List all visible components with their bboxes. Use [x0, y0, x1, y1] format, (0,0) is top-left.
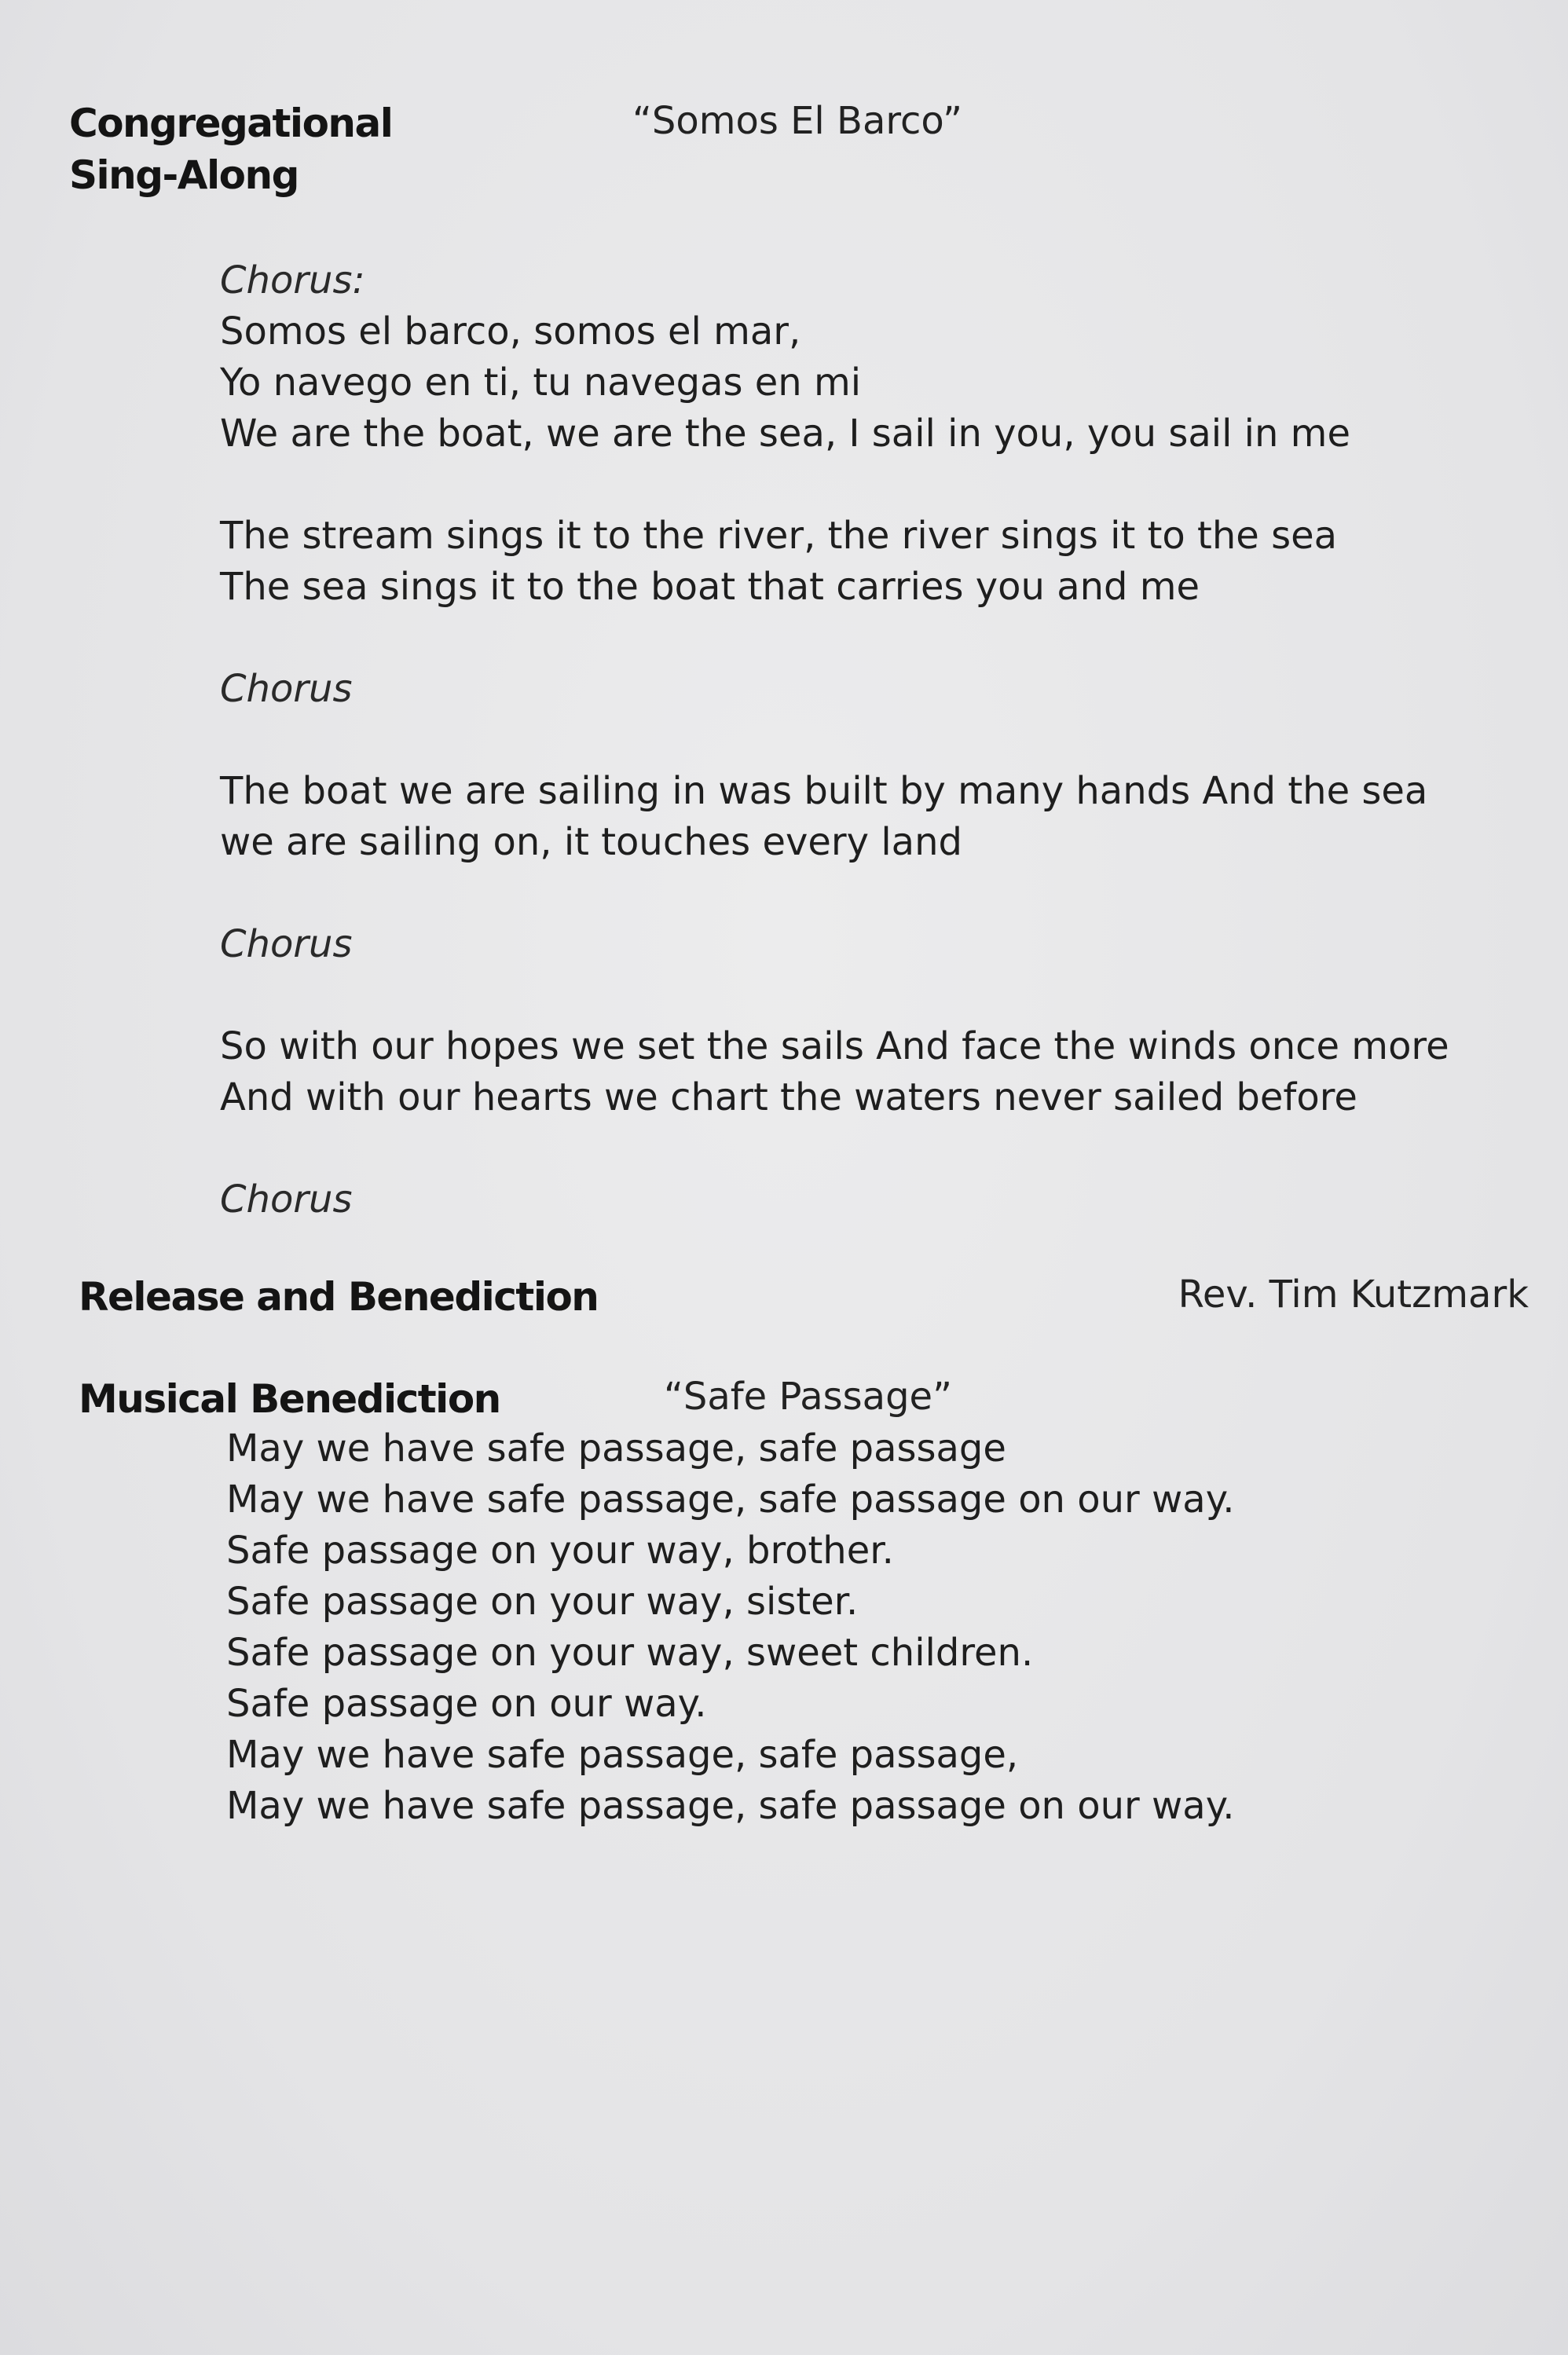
verse-line: The sea sings it to the boat that carries you and me — [220, 565, 1200, 609]
musical-benediction-song-title: “Safe Passage” — [664, 1375, 952, 1419]
verse-line: we are sailing on, it touches every land — [220, 820, 962, 864]
spacer — [220, 970, 1449, 1021]
spacer — [220, 613, 1449, 664]
musical-benediction-heading: Musical Benediction — [79, 1376, 500, 1422]
sing-along-lyrics — [220, 255, 1449, 1225]
spacer — [220, 1123, 1449, 1174]
safe-passage-lyrics — [226, 1423, 1235, 1832]
spacer — [220, 868, 1449, 919]
spacer — [220, 715, 1449, 766]
lyric-line: May we have safe passage, safe passage, — [226, 1733, 1019, 1777]
release-credit: Rev. Tim Kutzmark — [1178, 1273, 1529, 1317]
lyric-line: Safe passage on your way, sweet children. — [226, 1631, 1034, 1675]
verse-line: The stream sings it to the river, the river sings it to the sea — [220, 514, 1338, 558]
chorus-reference: Chorus — [220, 1178, 353, 1221]
chorus-line: Somos el barco, somos el mar, — [220, 309, 801, 353]
lyric-line: Safe passage on our way. — [226, 1682, 707, 1726]
chorus-reference: Chorus — [220, 922, 353, 966]
sing-along-heading-line1: Congregational — [69, 101, 393, 146]
lyric-line: Safe passage on your way, sister. — [226, 1580, 859, 1624]
chorus-line: Yo navego en ti, tu navegas en mi — [220, 361, 862, 405]
chorus-line: We are the boat, we are the sea, I sail in you, you sail in me — [220, 412, 1350, 456]
sing-along-heading — [69, 97, 392, 201]
chorus-label: Chorus: — [220, 258, 365, 302]
lyric-line: Safe passage on your way, brother. — [226, 1529, 894, 1573]
lyric-line: May we have safe passage, safe passage on our way. — [226, 1784, 1235, 1828]
verse-line: So with our hopes we set the sails And face the winds once more — [220, 1024, 1449, 1068]
verse-line: And with our hearts we chart the waters never sailed before — [220, 1075, 1357, 1119]
lyric-line: May we have safe passage, safe passage — [226, 1427, 1006, 1471]
sing-along-song-title: “Somos El Barco” — [632, 99, 962, 143]
verse-line: The boat we are sailing in was built by many hands And the sea — [220, 769, 1428, 813]
sing-along-heading-line2: Sing-Along — [69, 152, 299, 198]
lyric-line: May we have safe passage, safe passage on our way. — [226, 1478, 1235, 1522]
spacer — [220, 460, 1449, 511]
release-heading: Release and Benediction — [79, 1274, 599, 1320]
chorus-reference: Chorus — [220, 667, 353, 711]
